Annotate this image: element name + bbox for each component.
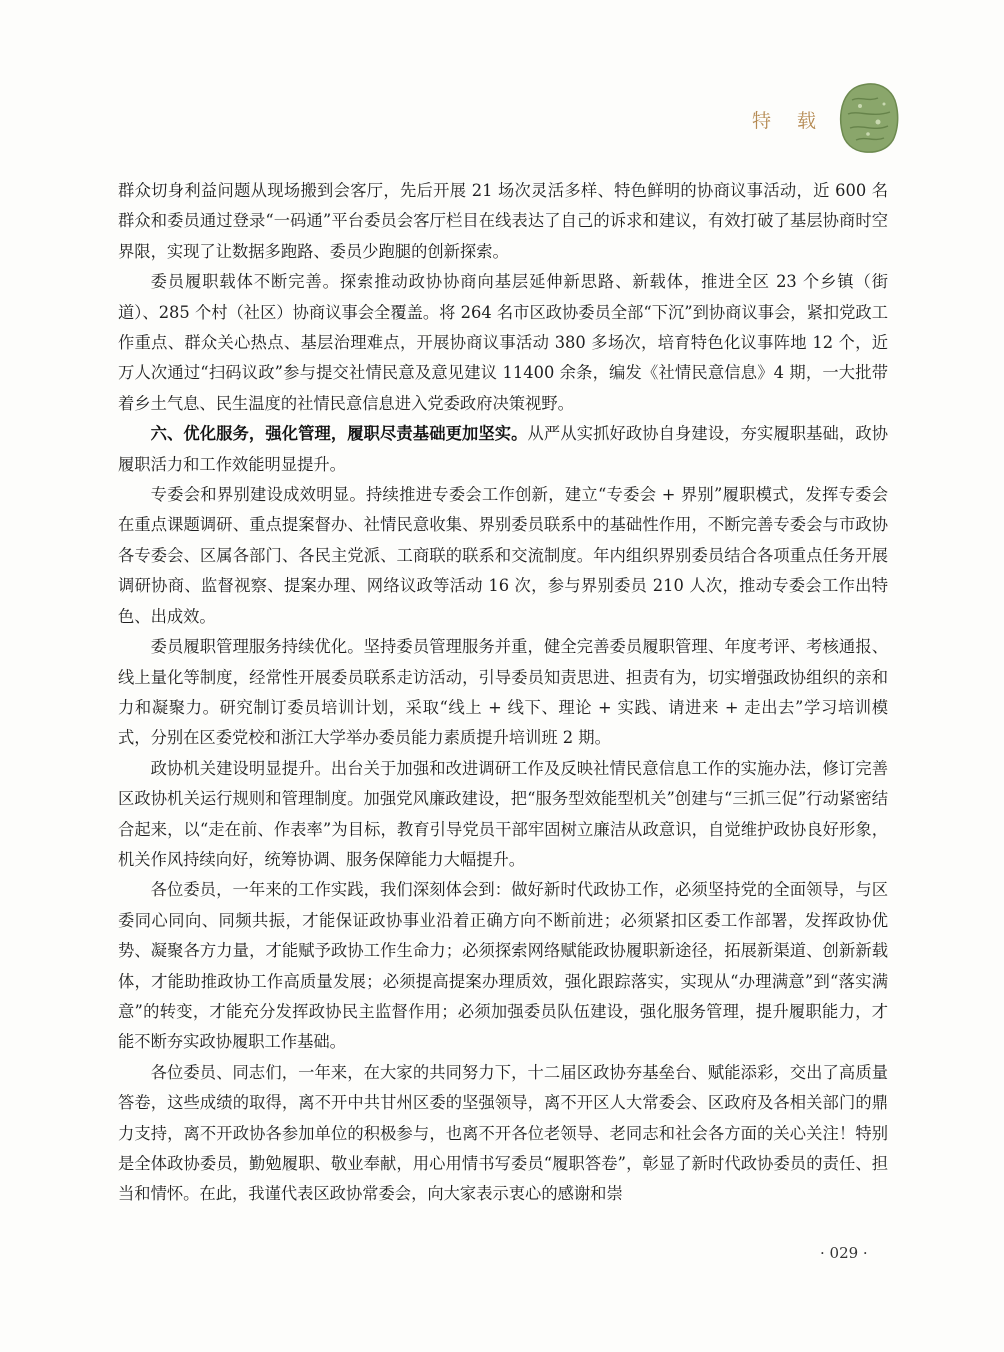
green-stone-seal-icon	[838, 82, 900, 154]
paragraph-8: 各位委员、同志们，一年来，在大家的共同努力下，十二届区政协夯基垒台、赋能添彩，交出了高质量答卷，这些成绩的取得，离不开中共甘州区委的坚强领导，离不开区人大常委会、区政府及各相关部门的鼎力支持，离不开政协各参加单位的积极参与，也离不开各位老领导、老同志和社会各方面的关心关注！特别是全体政协委员，勤勉履职、敬业奉献，用心用情书写委员“履职答卷”，彰显了新时代政协委员的责任、担当和情怀。在此，我谨代表区政协常委会，向大家表示衷心的感谢和崇	[118, 1062, 888, 1204]
paragraph-1: 群众切身利益问题从现场搬到会客厅，先后开展 21 场次灵活多样、特色鲜明的协商议事活动，近 600 名群众和委员通过登录“一码通”平台委员会客厅栏目在线表达了自己的诉求和建议，有效打破了基层协商时空界限，实现了让数据多跑路、委员少跑腿的创新探索。	[118, 181, 888, 261]
paragraph-2: 委员履职载体不断完善。探索推动政协协商向基层延伸新思路、新载体，推进全区 23 个乡镇（街道）、285 个村（社区）协商议事会全覆盖。将 264 名市区政协委员全部“下沉”到协商议事会，紧扣党政工作重点、群众关心热点、基层治理难点，开展协商议事活动 380 多场次，培育特色化议事阵地 12 个，近万人次通过“扫码议政”参与提交社情民意及意见建议 11400 余条，编发《社情民意信息》4 期，一大批带着乡土气息、民生温度的社情民意信息进入党委政府决策视野。	[118, 272, 888, 413]
paragraph-4: 专委会和界别建设成效明显。持续推进专委会工作创新，建立“专委会 + 界别”履职模式，发挥专委会在重点课题调研、重点提案督办、社情民意收集、界别委员联系中的基础性作用，不断完善专委会与市政协各专委会、区属各部门、各民主党派、工商联的联系和交流制度。年内组织界别委员结合各项重点任务开展调研协商、监督视察、提案办理、网络议政等活动 16 次，参与界别委员 210 人次，推动专委会工作出特色、出成效。	[118, 485, 888, 626]
paragraph-7: 各位委员，一年来的工作实践，我们深刻体会到：做好新时代政协工作，必须坚持党的全面领导，与区委同心同向、同频共振，才能保证政协事业沿着正确方向不断前进；必须紧扣区委工作部署，发挥政协优势、凝聚各方力量，才能赋予政协工作生命力；必须探索网络赋能政协履职新途径，拓展新渠道、创新新载体，才能助推政协工作高质量发展；必须提高提案办理质效，强化跟踪落实，实现从“办理满意”到“落实满意”的转变，才能充分发挥政协民主监督作用；必须加强委员队伍建设，强化服务管理，提升履职能力，才能不断夯实政协履职工作基础。	[118, 880, 888, 1052]
paragraph-3: 六、优化服务，强化管理，履职尽责基础更加坚实。从严从实抓好政协自身建设，夯实履职基础，政协履职活力和工作效能明显提升。	[118, 424, 888, 474]
page-number: · 029 ·	[820, 1244, 868, 1262]
section-label: 特 载	[752, 110, 827, 132]
paragraph-5: 委员履职管理服务持续优化。坚持委员管理服务并重，健全完善委员履职管理、年度考评、考核通报、线上量化等制度，经常性开展委员联系走访活动，引导委员知责思进、担责有为，切实增强政协组织的亲和力和凝聚力。研究制订委员培训计划，采取“线上 + 线下、理论 + 实践、请进来 + 走出去”学习培训模式，分别在区委党校和浙江大学举办委员能力素质提升培训班 2 期。	[118, 637, 888, 748]
article-body	[118, 176, 888, 1210]
section-heading: 六、优化服务，强化管理，履职尽责基础更加坚实。	[150, 424, 528, 444]
paragraph-6: 政协机关建设明显提升。出台关于加强和改进调研工作及反映社情民意信息工作的实施办法，修订完善区政协机关运行规则和管理制度。加强党风廉政建设，把“服务型效能型机关”创建与“三抓三促”行动紧密结合起来，以“走在前、作表率”为目标，教育引导党员干部牢固树立廉洁从政意识，自觉维护政协良好形象，机关作风持续向好，统筹协调、服务保障能力大幅提升。	[118, 758, 888, 869]
